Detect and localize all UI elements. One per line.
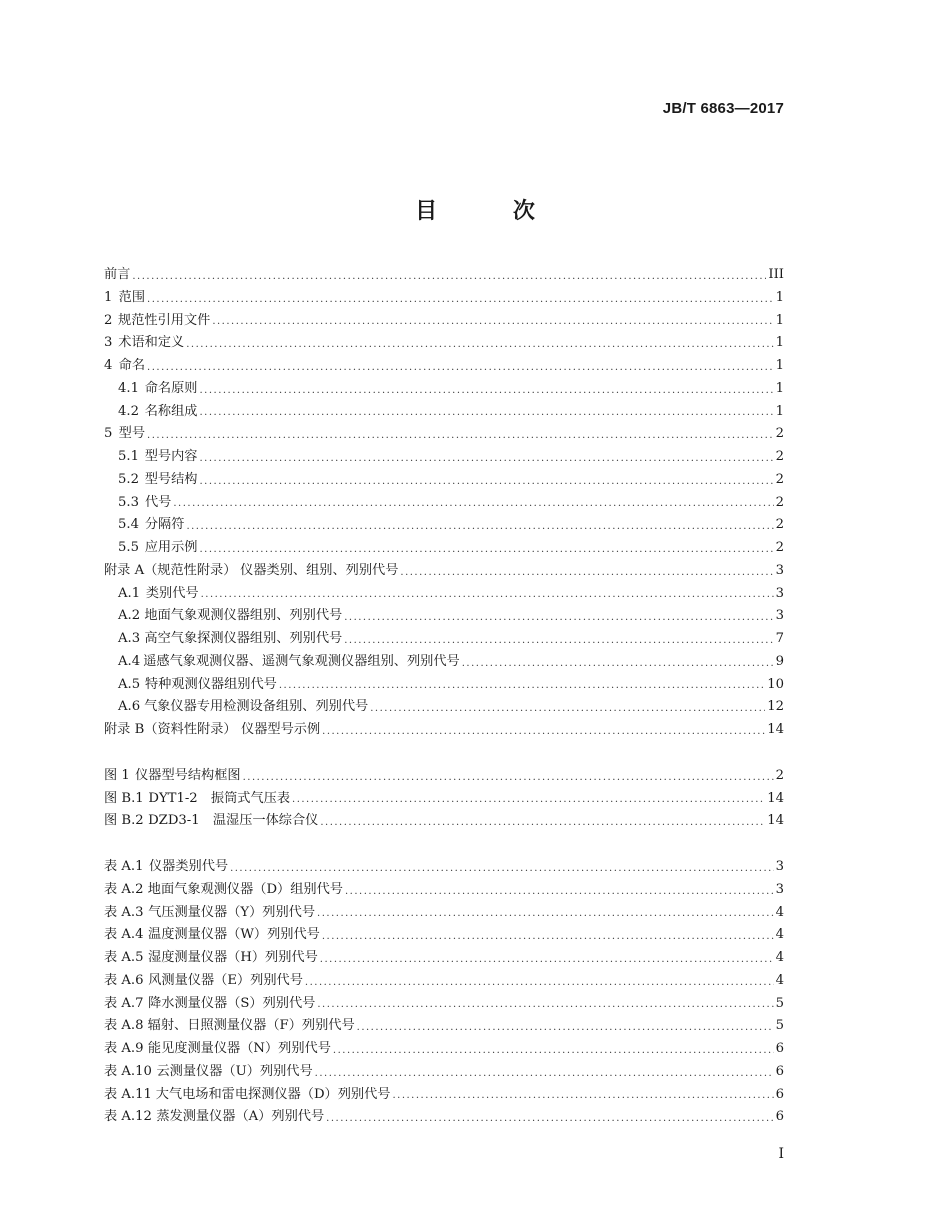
toc-entry-label: 型号内容: [144, 449, 198, 464]
toc-entry-page: 6: [775, 1109, 784, 1125]
toc-entry-number: 5.5: [118, 540, 139, 555]
toc-entry[interactable]: [104, 696, 784, 719]
toc-entry[interactable]: [104, 332, 784, 355]
toc-entry[interactable]: [104, 469, 784, 492]
toc-entry-number: 表 A.9: [104, 1041, 144, 1056]
toc-entry-label: 湿度测量仪器（H）列别代号: [148, 950, 318, 965]
toc-entry-leader: [212, 312, 773, 332]
toc-entry-label: 云测量仪器（U）列别代号: [156, 1063, 313, 1079]
toc-entry[interactable]: [104, 651, 784, 674]
toc-entry-label: 应用示例: [144, 540, 198, 555]
toc-entry-page: 2: [775, 517, 784, 533]
toc-entry[interactable]: [104, 856, 784, 879]
toc-entry-number: 表 A.4: [104, 927, 144, 943]
toc-entry[interactable]: [104, 719, 784, 742]
toc-entry-leader: [322, 722, 765, 742]
toc-entry[interactable]: [104, 1038, 784, 1061]
toc-entry-number: 5.2: [118, 471, 139, 487]
toc-entry-leader: [186, 517, 773, 537]
toc-tables-group: [104, 856, 784, 1129]
toc-entry[interactable]: [104, 560, 784, 583]
toc-entry-leader: [317, 904, 774, 924]
toc-entry-number: 表 A.10: [104, 1063, 152, 1079]
toc-entry-number: 4.1: [118, 380, 139, 396]
toc-entry-label: 型号: [118, 426, 146, 442]
toc-entry-label: 仪器类别、组别、列别代号: [240, 562, 399, 578]
toc-entry-number: 表 A.12: [104, 1109, 152, 1125]
toc-entry[interactable]: [104, 537, 784, 560]
toc-entry[interactable]: [104, 1084, 784, 1107]
toc-entry-label: 高空气象探测仪器组别、列别代号: [144, 631, 343, 646]
toc-entry-page: 14: [767, 790, 784, 806]
toc-entry-number: A.4: [118, 653, 141, 669]
toc-entry[interactable]: [104, 765, 784, 788]
toc-entry-page: 2: [775, 471, 784, 487]
toc-entry-page: 1: [775, 312, 784, 328]
toc-entry-leader: [320, 950, 774, 970]
toc-entry-page: 3: [775, 881, 784, 897]
toc-entry-leader: [315, 1064, 774, 1084]
toc-entry-label: 遥感气象观测仪器、遥测气象观测仪器组别、列别代号: [143, 653, 460, 669]
toc-entry-number: 附录 B（资料性附录）: [104, 722, 237, 737]
toc-entry-label: 气象仪器专用检测设备组别、列别代号: [144, 699, 369, 715]
toc-main-group: [104, 264, 784, 742]
toc-entry-page: III: [768, 267, 784, 282]
toc-entry-label: 仪器型号结构框图: [135, 767, 241, 783]
toc-entry-number: 表 A.3: [104, 904, 144, 920]
toc-entry-leader: [322, 927, 774, 947]
toc-entry-page: 9: [775, 653, 784, 669]
toc-entry-leader: [305, 973, 774, 993]
toc-entry[interactable]: [104, 810, 784, 833]
toc-entry[interactable]: [104, 492, 784, 515]
toc-entry-leader: [147, 290, 774, 310]
toc-entry-leader: [199, 472, 773, 492]
toc-entry-leader: [462, 654, 774, 674]
toc-entry-page: 3: [775, 562, 784, 578]
toc-entry-page: 6: [775, 1086, 784, 1102]
toc-figures-group: [104, 765, 784, 833]
toc-entry-page: 3: [775, 585, 784, 601]
toc-entry-label: 大气电场和雷电探测仪器（D）列别代号: [155, 1086, 391, 1102]
toc-entry-page: 12: [767, 699, 784, 715]
toc-entry[interactable]: [104, 788, 784, 811]
toc-entry-label: DYT1-2 振筒式气压表: [148, 790, 291, 806]
toc-entry[interactable]: [104, 628, 784, 651]
toc-entry-page: 14: [767, 813, 784, 829]
toc-entry-label: 前言: [104, 267, 131, 282]
toc-entry[interactable]: [104, 674, 784, 697]
toc-entry-page: 4: [775, 927, 784, 943]
toc-entry-label: 蒸发测量仪器（A）列别代号: [156, 1109, 325, 1125]
toc-entry[interactable]: [104, 879, 784, 902]
toc-entry-leader: [344, 608, 773, 628]
toc-entry-page: 2: [775, 494, 784, 510]
toc-entry-number: 附录 A（规范性附录）: [104, 562, 237, 578]
toc-entry[interactable]: [104, 583, 784, 606]
toc-entry-label: 型号结构: [144, 471, 198, 487]
toc-entry-label: 能见度测量仪器（N）列别代号: [147, 1041, 331, 1056]
toc-entry-leader: [344, 631, 773, 651]
toc-entry-leader: [132, 267, 766, 287]
toc-entry-leader: [199, 403, 773, 423]
toc-entry-leader: [186, 335, 773, 355]
toc-entry-page: 14: [767, 722, 784, 737]
toc-entry-page: 1: [775, 358, 784, 373]
toc-entry-label: 范围: [118, 289, 146, 305]
toc-entry-leader: [400, 563, 773, 583]
toc-entry-leader: [345, 882, 774, 902]
toc-entry[interactable]: [104, 378, 784, 401]
toc-entry-number: 5: [104, 426, 113, 442]
toc-entry-leader: [199, 449, 773, 469]
toc-entry-number: 图 1: [104, 767, 130, 783]
toc-entry[interactable]: [104, 1061, 784, 1084]
toc-entry-page: 5: [775, 1018, 784, 1034]
toc-entry-page: 7: [775, 631, 784, 646]
toc-entry-label: 辐射、日照测量仪器（F）列别代号: [147, 1018, 355, 1034]
toc-entry[interactable]: [104, 355, 784, 378]
toc-entry-page: 2: [775, 767, 784, 783]
toc-entry-number: A.6: [118, 699, 141, 715]
toc-entry[interactable]: [104, 1015, 784, 1038]
toc-entry-page: 5: [775, 995, 784, 1011]
toc-entry-number: A.2: [118, 608, 141, 624]
toc-entry-page: 1: [775, 335, 784, 351]
toc-entry-page: 6: [775, 1041, 784, 1056]
toc-entry[interactable]: [104, 970, 784, 993]
toc-entry-number: 4.2: [118, 403, 139, 419]
toc-entry-page: 2: [775, 449, 784, 464]
toc-entry-number: 表 A.11: [104, 1086, 152, 1102]
toc-entry-label: 地面气象观测仪器组别、列别代号: [144, 608, 343, 624]
toc-entry-number: 表 A.5: [104, 950, 144, 965]
toc-entry-label: 命名: [118, 358, 146, 373]
toc-entry-leader: [320, 813, 765, 833]
toc-entry-leader: [317, 995, 773, 1015]
toc-entry-leader: [326, 1109, 773, 1129]
toc-entry-number: 5.4: [118, 517, 139, 533]
toc-entry-label: 分隔符: [144, 517, 185, 533]
toc-entry-number: A.5: [118, 676, 141, 692]
toc-entry-leader: [333, 1041, 774, 1061]
toc-entry[interactable]: [104, 902, 784, 925]
toc-entry-number: 表 A.6: [104, 972, 144, 988]
toc-entry-page: 2: [775, 540, 784, 555]
toc-entry-number: 表 A.8: [104, 1018, 144, 1034]
toc-entry-number: 3: [104, 335, 113, 351]
toc-entry-leader: [173, 494, 773, 514]
toc-entry-number: 表 A.2: [104, 881, 144, 897]
toc-entry-label: 代号: [145, 494, 172, 510]
toc-entry-label: 仪器类别代号: [148, 859, 229, 874]
toc-entry[interactable]: [104, 514, 784, 537]
toc-entry[interactable]: [104, 993, 784, 1016]
toc-entry-label: 特种观测仪器组别代号: [144, 676, 277, 692]
toc-entry-number: 2: [104, 312, 113, 328]
toc-entry-number: 表 A.7: [104, 995, 144, 1011]
toc-entry-page: 1: [775, 403, 784, 419]
toc-entry-label: 气压测量仪器（Y）列别代号: [148, 904, 316, 920]
toc-entry-leader: [201, 585, 774, 605]
toc-entry[interactable]: [104, 264, 784, 287]
toc-entry-leader: [357, 1018, 774, 1038]
toc-entry-page: 4: [775, 972, 784, 988]
toc-entry-number: 表 A.1: [104, 859, 144, 874]
toc-entry-leader: [199, 381, 773, 401]
toc-entry-leader: [147, 358, 774, 378]
toc-entry[interactable]: [104, 287, 784, 310]
toc-entry-label: 温度测量仪器（W）列别代号: [148, 927, 320, 943]
table-of-contents: [104, 264, 784, 1129]
toc-entry-leader: [243, 768, 774, 788]
toc-entry-label: 规范性引用文件: [118, 312, 211, 328]
toc-entry-number: 图 B.2: [104, 813, 144, 829]
toc-entry-label: 类别代号: [145, 585, 199, 601]
toc-entry-page: 4: [775, 904, 784, 920]
toc-entry-label: 术语和定义: [118, 335, 185, 351]
toc-entry-leader: [392, 1086, 773, 1106]
toc-entry-page: 10: [767, 676, 784, 692]
toc-entry-number: 4: [104, 358, 113, 373]
toc-entry-page: 3: [775, 859, 784, 874]
toc-entry[interactable]: [104, 1106, 784, 1129]
toc-entry-leader: [147, 426, 774, 446]
toc-entry[interactable]: [104, 401, 784, 424]
toc-entry-leader: [230, 859, 774, 879]
toc-entry-page: 2: [775, 426, 784, 442]
toc-entry-leader: [199, 540, 773, 560]
toc-entry-number: 1: [104, 289, 113, 305]
toc-entry-label: 仪器型号示例: [241, 722, 321, 737]
toc-entry-number: 5.1: [118, 449, 139, 464]
page-title: 目 次: [415, 199, 569, 224]
toc-entry-page: 4: [775, 950, 784, 965]
toc-entry-leader: [279, 676, 765, 696]
toc-entry-number: A.1: [118, 585, 141, 601]
toc-entry[interactable]: [104, 446, 784, 469]
toc-entry[interactable]: [104, 423, 784, 446]
toc-entry-page: 6: [775, 1063, 784, 1079]
page-number: I: [778, 1146, 784, 1162]
toc-entry-label: DZD3-1 温湿压一体综合仪: [148, 813, 319, 829]
toc-entry-number: 图 B.1: [104, 790, 144, 806]
toc-entry-page: 3: [775, 608, 784, 624]
standard-code: JB/T 6863—2017: [662, 100, 784, 117]
toc-entry[interactable]: [104, 924, 784, 947]
toc-entry-page: 1: [775, 289, 784, 305]
toc-entry-number: 5.3: [118, 494, 139, 510]
toc-entry[interactable]: [104, 947, 784, 970]
toc-entry[interactable]: [104, 605, 784, 628]
toc-entry-leader: [370, 699, 765, 719]
toc-entry-label: 名称组成: [144, 403, 198, 419]
toc-entry[interactable]: [104, 310, 784, 333]
toc-entry-leader: [292, 790, 765, 810]
toc-entry-label: 地面气象观测仪器（D）组别代号: [147, 881, 343, 897]
toc-entry-page: 1: [775, 380, 784, 396]
toc-entry-label: 降水测量仪器（S）列别代号: [148, 995, 316, 1011]
toc-entry-label: 命名原则: [144, 380, 198, 396]
toc-entry-number: A.3: [118, 631, 141, 646]
toc-entry-label: 风测量仪器（E）列别代号: [148, 972, 303, 988]
